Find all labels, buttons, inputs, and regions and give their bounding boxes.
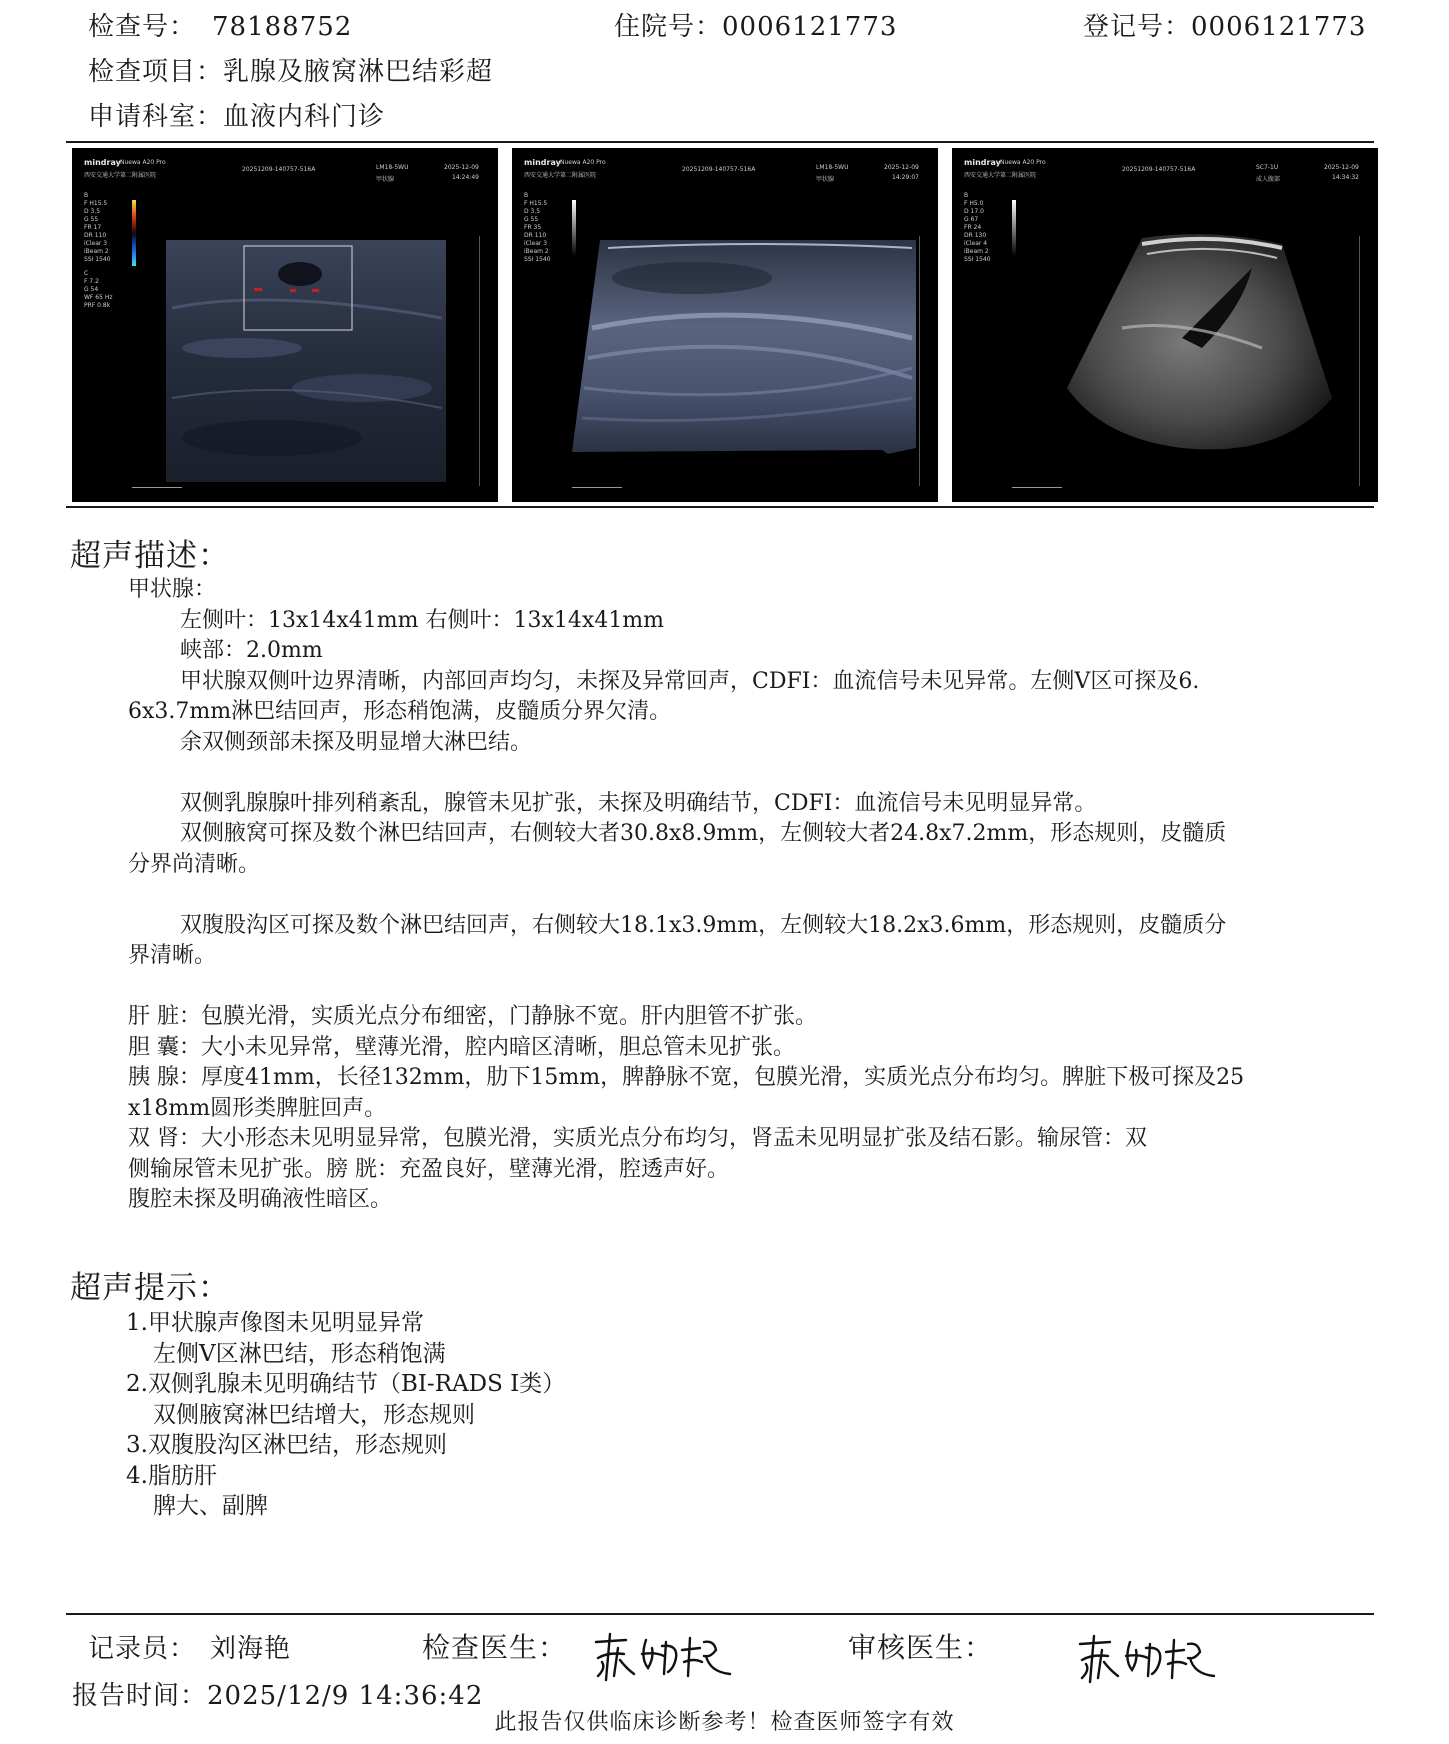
report-time: 2025/12/9 14:36:42: [207, 1681, 484, 1711]
description-line: 胆 囊：大小未见异常，壁薄光滑，腔内暗区清晰，胆总管未见扩张。: [128, 1034, 795, 1060]
grayscale-bar: [1012, 200, 1016, 256]
device-model: Nuewa A20 Pro: [560, 159, 606, 166]
param: G 55: [84, 216, 99, 223]
conclusion-body: [126, 1308, 565, 1522]
depth-scale: [1359, 236, 1362, 486]
param: B: [84, 192, 89, 199]
scan-time: 14:24:49: [452, 174, 479, 181]
param: B: [524, 192, 529, 199]
description-line: 双侧乳腺腺叶排列稍紊乱，腺管未见扩张，未探及明确结节，CDFI：血流信号未见明显异常。: [180, 790, 1097, 816]
scale-bar: [1012, 487, 1062, 488]
footer-divider: [66, 1613, 1374, 1615]
hospital-name: 西安交通大学第二附属医院: [84, 172, 157, 179]
description-line: 双 肾：大小形态未见明显异常，包膜光滑，实质光点分布均匀，肾盂未见明显扩张及结石影。输尿管：双: [128, 1126, 1147, 1151]
param: SSI 1540: [964, 256, 991, 263]
study-id: 20251209-140757-516A: [242, 166, 316, 173]
param: F H15.5: [84, 200, 108, 207]
header-divider: [66, 141, 1374, 143]
study-id: 20251209-140757-516A: [682, 166, 756, 173]
examiner-label: 检查医生：: [422, 1631, 568, 1664]
description-line: 界清晰。: [128, 943, 217, 968]
param: SSI 1540: [84, 256, 111, 263]
exam-number-label: 检查号：: [88, 12, 197, 42]
device-model: Nuewa A20 Pro: [120, 159, 166, 166]
device-brand: mindray: [964, 158, 1001, 167]
depth-scale: [919, 236, 922, 486]
scale-bar: [572, 487, 622, 488]
description-line: 胰 腺：厚度41mm，长径132mm，肋下15mm，脾静脉不宽，包膜光滑，实质光点分布均匀。脾脏下极可探及25: [128, 1065, 1245, 1090]
conclusion-line: 脾大、副脾: [153, 1493, 268, 1519]
recorder-name: 刘海艳: [210, 1634, 292, 1664]
register-number-label: 登记号：: [1083, 12, 1192, 42]
register-number: 0006121773: [1191, 12, 1367, 42]
param: FR 17: [84, 224, 102, 231]
conclusion-line: 1.甲状腺声像图未见明显异常: [126, 1310, 424, 1336]
description-line: 余双侧颈部未探及明显增大淋巴结。: [180, 729, 533, 755]
examiner-signature: [590, 1628, 740, 1684]
imaging-parameters: [84, 192, 113, 310]
param: DR 130: [964, 232, 987, 239]
param: iClear 4: [964, 240, 988, 247]
inpatient-number: 0006121773: [722, 12, 898, 42]
study-id: 20251209-140757-516A: [1122, 166, 1196, 173]
description-line: 左侧叶：13x14x41mm 右侧叶：13x14x41mm: [180, 607, 665, 633]
inpatient-number-label: 住院号：: [614, 12, 723, 42]
description-line: 甲状腺：: [128, 577, 217, 602]
scan-time: 14:34:32: [1332, 174, 1359, 181]
disclaimer: 此报告仅供临床诊断参考！检查医师签字有效: [494, 1710, 955, 1735]
hospital-name: 西安交通大学第二附属医院: [524, 172, 597, 179]
description-line: 双侧腋窝可探及数个淋巴结回声，右侧较大者30.8x8.9mm，左侧较大者24.8x7.2mm，形态规则，皮髓质: [180, 821, 1227, 846]
conclusion-title: 超声提示：: [70, 1270, 230, 1306]
param: C: [84, 270, 89, 277]
exam-number-row: [88, 6, 352, 43]
conclusion-line: 2.双侧乳腺未见明确结节（BI-RADS I类）: [126, 1371, 566, 1397]
description-line: 肝 脏：包膜光滑，实质光点分布细密，门静脉不宽。肝内胆管不扩张。: [128, 1004, 817, 1029]
conclusion-line: 3.双腹股沟区淋巴结，形态规则: [126, 1432, 447, 1458]
preset: 成人腹部: [1256, 176, 1281, 183]
exam-number: 78188752: [212, 12, 353, 42]
description-line: 腹腔未探及明确液性暗区。: [128, 1187, 393, 1212]
probe: SC7-1U: [1256, 164, 1279, 171]
param: F H5.0: [964, 200, 984, 207]
color-doppler-scale: [132, 200, 136, 266]
preset: 甲状腺: [816, 176, 835, 183]
description-title: 超声描述：: [70, 538, 230, 574]
exam-item-row: [88, 51, 493, 88]
scale-bar: [132, 487, 182, 488]
param: iBeam 2: [964, 248, 989, 255]
device-brand: mindray: [524, 158, 561, 167]
department-label: 申请科室：: [88, 102, 224, 132]
param: iClear 3: [84, 240, 108, 247]
recorder-row: [88, 1628, 291, 1665]
param: B: [964, 192, 969, 199]
param: FR 35: [524, 224, 542, 231]
reviewer-label: 审核医生：: [848, 1631, 994, 1664]
description-line: [128, 880, 1378, 911]
description-line: [128, 758, 1378, 789]
scan-date: 2025-12-09: [444, 164, 479, 171]
preset: 甲状腺: [376, 176, 395, 183]
param: F H15.5: [524, 200, 548, 207]
param: WF 65 Hz: [84, 294, 113, 301]
hospital-name: 西安交通大学第二附属医院: [964, 172, 1037, 179]
param: D 3.5: [84, 208, 101, 215]
probe: LM18-5WU: [816, 164, 849, 171]
param: iBeam 2: [84, 248, 109, 255]
exam-item-label: 检查项目：: [88, 57, 224, 87]
description-line: 甲状腺双侧叶边界清晰，内部回声均匀，未探及异常回声，CDFI：血流信号未见异常。左侧V区可探及6.: [180, 668, 1200, 694]
depth-scale: [479, 236, 482, 486]
report-time-label: 报告时间：: [72, 1681, 208, 1711]
param: FR 24: [964, 224, 982, 231]
recorder-label: 记录员：: [88, 1634, 197, 1664]
param: DR 110: [84, 232, 107, 239]
images-divider: [66, 506, 1374, 508]
device-model: Nuewa A20 Pro: [1000, 159, 1046, 166]
description-body: [128, 575, 1378, 1216]
description-line: 分界尚清晰。: [128, 851, 261, 877]
description-line: 6x3.7mm淋巴结回声，形态稍饱满，皮髓质分界欠清。: [128, 699, 672, 724]
ultrasound-image-3: [952, 148, 1378, 502]
inpatient-number-row: [614, 6, 897, 43]
scan-date: 2025-12-09: [884, 164, 919, 171]
department-row: [88, 96, 385, 133]
param: G 67: [964, 216, 979, 223]
scan-date: 2025-12-09: [1324, 164, 1359, 171]
exam-item: 乳腺及腋窝淋巴结彩超: [223, 57, 494, 87]
grayscale-bar: [572, 200, 576, 256]
register-number-row: [1083, 6, 1366, 43]
param: F 7.2: [84, 278, 99, 285]
ultrasound-image-2: [512, 148, 938, 502]
conclusion-line: 左侧V区淋巴结，形态稍饱满: [153, 1340, 446, 1367]
param: D 3.5: [524, 208, 541, 215]
description-line: 峡部：2.0mm: [180, 638, 323, 663]
scan-time: 14:29:07: [892, 174, 919, 181]
conclusion-line: 双侧腋窝淋巴结增大，形态规则: [153, 1401, 475, 1428]
description-line: 侧输尿管未见扩张。膀 胱：充盈良好，壁薄光滑，腔透声好。: [128, 1156, 729, 1182]
description-line: [128, 972, 1378, 1003]
param: iBeam 2: [524, 248, 549, 255]
param: SSI 1540: [524, 256, 551, 263]
param: PRF 0.8k: [84, 302, 111, 309]
ultrasound-image-1: [72, 148, 498, 502]
device-brand: mindray: [84, 158, 121, 167]
imaging-parameters: [964, 192, 991, 264]
param: G 55: [524, 216, 539, 223]
description-line: 双腹股沟区可探及数个淋巴结回声，右侧较大18.1x3.9mm，左侧较大18.2x3.6mm，形态规则，皮髓质分: [180, 912, 1227, 938]
imaging-parameters: [524, 192, 551, 264]
param: D 17.0: [964, 208, 984, 215]
reviewer-signature: [1074, 1630, 1224, 1686]
param: DR 110: [524, 232, 547, 239]
param: iClear 3: [524, 240, 548, 247]
param: G 54: [84, 286, 99, 293]
description-line: x18mm圆形类脾脏回声。: [128, 1095, 387, 1121]
department: 血液内科门诊: [223, 102, 386, 132]
probe: LM18-5WU: [376, 164, 409, 171]
conclusion-line: 4.脂肪肝: [126, 1462, 217, 1489]
